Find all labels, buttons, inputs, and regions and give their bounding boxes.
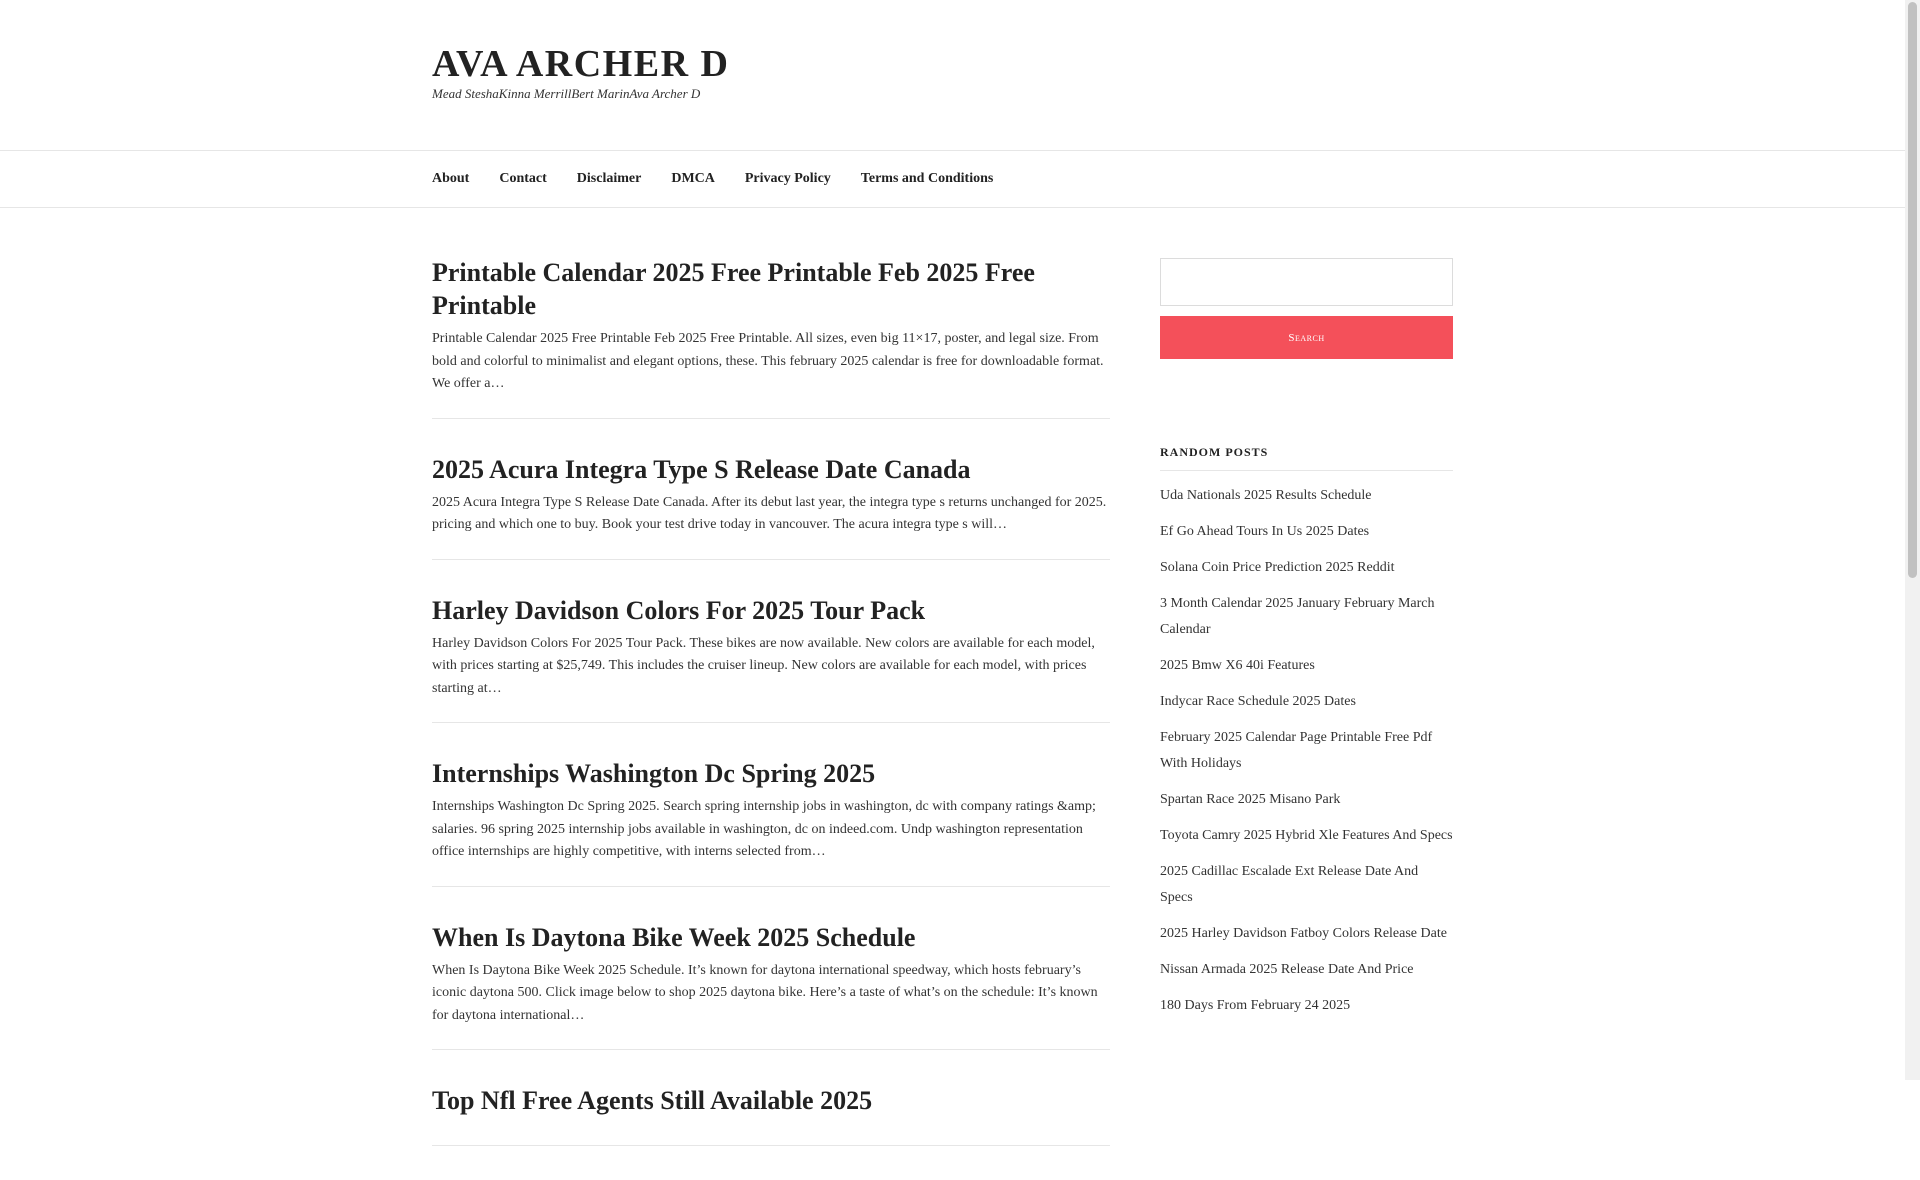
post-list (432, 256, 1110, 1180)
post-item (432, 256, 1110, 419)
random-post-link[interactable]: Ef Go Ahead Tours In Us 2025 Dates (1160, 524, 1370, 539)
random-post-link[interactable]: 2025 Cadillac Escalade Ext Release Date And Specs (1160, 864, 1419, 905)
post-item (432, 921, 1110, 1051)
post-title[interactable]: When Is Daytona Bike Week 2025 Schedule (432, 922, 916, 952)
post-item (432, 757, 1110, 887)
site-header (0, 0, 1905, 151)
post-excerpt: Printable Calendar 2025 Free Printable Feb 2025 Free Printable. All sizes, even big 11×17, poster, and legal size. From bold and colorful to minimalist and elegant options, these. This february 2025 calendar is free for downloadable format. We offer a… (432, 331, 1104, 391)
random-post-link[interactable]: February 2025 Calendar Page Printable Free Pdf With Holidays (1160, 730, 1433, 771)
post-title[interactable]: Internships Washington Dc Spring 2025 (432, 759, 876, 788)
post-item (432, 594, 1110, 724)
post-excerpt: Internships Washington Dc Spring 2025. Search spring internship jobs in washington, dc with company ratings &amp; salaries. 96 spring 2025 internship jobs available in washington, dc on indeed.com. Undp washington representation office internships are highly competitive, with interns selected from… (432, 799, 1096, 859)
page-scrollbar[interactable] (1905, 0, 1920, 1080)
nav-item-terms[interactable]: Terms and Conditions (860, 170, 994, 186)
post-title[interactable]: Printable Calendar 2025 Free Printable Feb 2025 Free Printable (432, 258, 1035, 320)
random-post-link[interactable]: Solana Coin Price Prediction 2025 Reddit (1160, 560, 1395, 575)
scrollbar-thumb[interactable] (1908, 2, 1917, 578)
nav-item-about[interactable]: About (432, 170, 470, 186)
nav-item-disclaimer[interactable]: Disclaimer (576, 170, 642, 186)
search-input[interactable] (1160, 258, 1453, 306)
random-post-link[interactable]: 3 Month Calendar 2025 January February March Calendar (1160, 596, 1435, 637)
post-title[interactable]: Harley Davidson Colors For 2025 Tour Pack (432, 595, 926, 625)
random-post-link[interactable]: Indycar Race Schedule 2025 Dates (1160, 694, 1356, 709)
random-post-link[interactable]: Spartan Race 2025 Misano Park (1160, 792, 1341, 807)
site-tagline: Mead SteshaKinna MerrillBert MarinAva Archer D (432, 86, 701, 101)
post-item (432, 1084, 1110, 1146)
post-title[interactable]: Top Nfl Free Agents Still Available 2025 (432, 1086, 873, 1115)
post-excerpt: When Is Daytona Bike Week 2025 Schedule. It’s known for daytona international speedway, which hosts february’s iconic daytona 500. Click image below to shop 2025 daytona bike. Here’s a taste of what’s on the schedule: It’s known for daytona international… (432, 962, 1098, 1023)
nav-item-dmca[interactable]: DMCA (671, 170, 715, 186)
search-button[interactable]: Search (1160, 316, 1453, 359)
random-posts-list (1160, 483, 1453, 1019)
main-nav (0, 150, 1905, 208)
random-post-link[interactable]: Toyota Camry 2025 Hybrid Xle Features And Specs (1160, 828, 1453, 843)
post-excerpt: 2025 Acura Integra Type S Release Date Canada. After its debut last year, the integra type s returns unchanged for 2025. pricing and which one to buy. Book your test drive today in vancouver. The acura integra type s will… (432, 494, 1107, 532)
random-posts-title: RANDOM POSTS (1160, 445, 1453, 471)
random-post-link[interactable]: 2025 Harley Davidson Fatboy Colors Release Date (1160, 926, 1447, 941)
post-item (432, 453, 1110, 560)
random-post-link[interactable]: 2025 Bmw X6 40i Features (1160, 658, 1315, 673)
nav-item-contact[interactable]: Contact (499, 170, 547, 186)
nav-item-privacy-policy[interactable]: Privacy Policy (744, 170, 831, 186)
random-post-link[interactable]: Nissan Armada 2025 Release Date And Price (1160, 962, 1414, 977)
random-post-link[interactable]: 180 Days From February 24 2025 (1160, 998, 1351, 1013)
post-excerpt: Harley Davidson Colors For 2025 Tour Pack. These bikes are now available. New colors are available for each model, with prices starting at $25,749. This includes the cruiser lineup. New colors are available for each model, with prices starting at… (432, 635, 1095, 696)
site-title[interactable]: AVA ARCHER D (432, 43, 730, 85)
sidebar (1160, 258, 1453, 1029)
post-title[interactable]: 2025 Acura Integra Type S Release Date Canada (432, 454, 971, 484)
random-post-link[interactable]: Uda Nationals 2025 Results Schedule (1160, 488, 1372, 503)
